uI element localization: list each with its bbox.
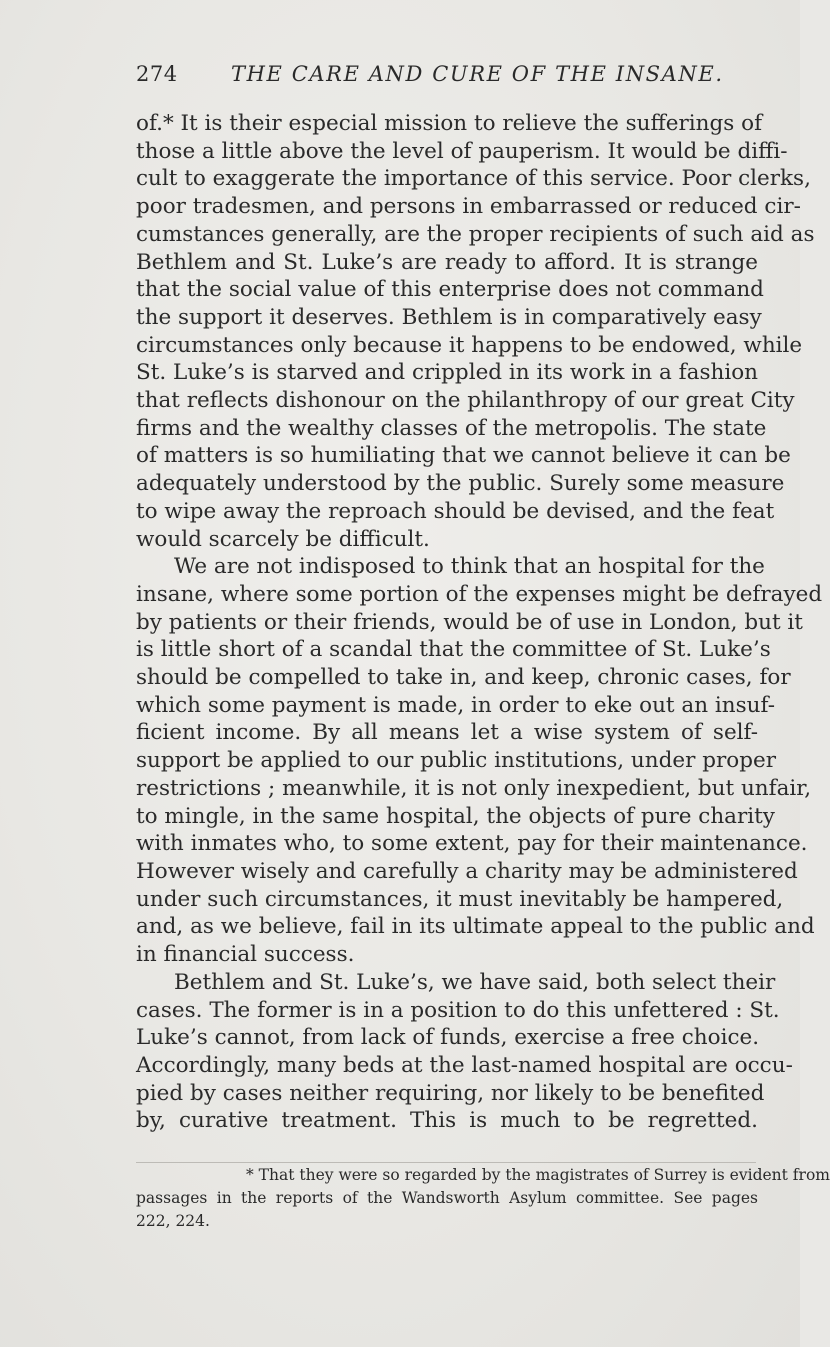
footnote (136, 1164, 830, 1233)
body-line: would scarcely be difficult. (136, 526, 430, 552)
body-line: and, as we believe, fail in its ultimate appeal to the public and (136, 914, 815, 940)
body-line: cumstances generally, are the proper recipients of such aid as (136, 221, 815, 247)
body-text (136, 110, 823, 1135)
body-line: Bethlem and St. Luke’s are ready to afford. It is strange (136, 249, 758, 275)
body-line: support be applied to our public institutions, under proper (136, 748, 776, 774)
footnote-line: 222, 224. (136, 1212, 210, 1230)
body-line: to wipe away the reproach should be devised, and the feat (136, 498, 775, 524)
running-title: THE CARE AND CURE OF THE INSANE. (231, 62, 724, 86)
body-line: by, curative treatment. This is much to be regretted. (136, 1108, 758, 1134)
body-line: adequately understood by the public. Surely some measure (136, 471, 785, 497)
body-line: cult to exaggerate the importance of this service. Poor clerks, (136, 166, 811, 192)
body-line: poor tradesmen, and persons in embarrassed or reduced cir- (136, 194, 801, 220)
body-line: that the social value of this enterprise does not command (136, 277, 764, 303)
body-line: However wisely and carefully a charity may be administered (136, 858, 798, 884)
body-line: with inmates who, to some extent, pay for their maintenance. (136, 831, 808, 857)
body-line: Accordingly, many beds at the last-named hospital are occu- (136, 1052, 793, 1078)
body-line: pied by cases neither requiring, nor likely to be benefited (136, 1080, 765, 1106)
body-line: Bethlem and St. Luke’s, we have said, both select their (174, 969, 776, 995)
body-line: under such circumstances, it must inevitably be hampered, (136, 886, 784, 912)
body-line: the support it deserves. Bethlem is in comparatively easy (136, 304, 762, 330)
body-line: in financial success. (136, 942, 355, 968)
footnote-line: * That they were so regarded by the magistrates of Surrey is evident from (246, 1166, 830, 1184)
body-line: which some payment is made, in order to eke out an insuf- (136, 692, 775, 718)
body-line: is little short of a scandal that the committee of St. Luke’s (136, 637, 771, 663)
body-line: Luke’s cannot, from lack of funds, exercise a free choice. (136, 1025, 760, 1051)
body-line: that reflects dishonour on the philanthropy of our great City (136, 388, 795, 414)
footnote-divider (136, 1162, 756, 1163)
body-line: restrictions ; meanwhile, it is not only inexpedient, but unfair, (136, 775, 812, 801)
body-line: circumstances only because it happens to be endowed, while (136, 332, 803, 358)
footnote-line: passages in the reports of the Wandsworth Asylum committee. See pages (136, 1189, 758, 1207)
body-line: ficient income. By all means let a wise system of self- (136, 720, 758, 746)
body-line: of matters is so humiliating that we cannot believe it can be (136, 443, 791, 469)
page-header (136, 62, 756, 92)
body-line: firms and the wealthy classes of the metropolis. The state (136, 415, 767, 441)
body-line: should be compelled to take in, and keep, chronic cases, for (136, 665, 791, 691)
body-line: We are not indisposed to think that an hospital for the (174, 554, 765, 580)
page-number: 274 (136, 62, 178, 86)
body-line: by patients or their friends, would be of use in London, but it (136, 609, 803, 635)
body-line: insane, where some portion of the expenses might be defrayed (136, 581, 823, 607)
body-line: to mingle, in the same hospital, the objects of pure charity (136, 803, 775, 829)
body-line: cases. The former is in a position to do this unfettered : St. (136, 997, 780, 1023)
body-line: of.* It is their especial mission to relieve the sufferings of (136, 111, 763, 136)
body-line: those a little above the level of pauperism. It would be diffi- (136, 138, 788, 164)
body-line: St. Luke’s is starved and crippled in its work in a fashion (136, 360, 758, 386)
